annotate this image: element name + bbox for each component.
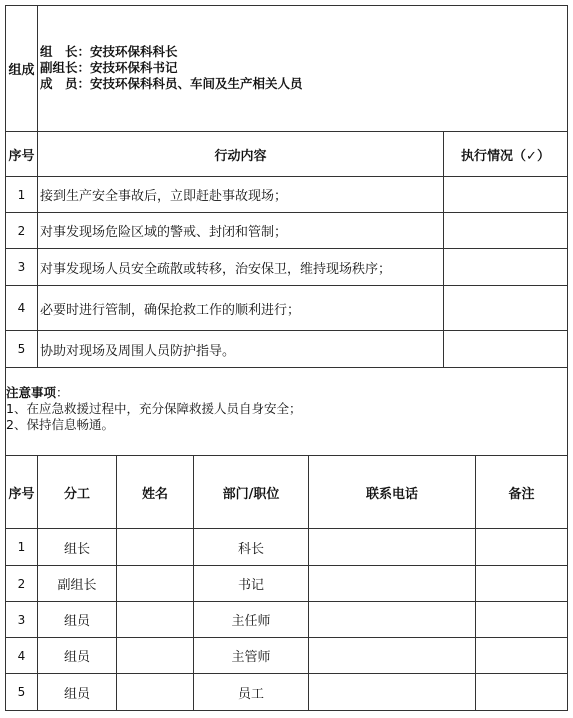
roster-no-text: 3 — [17, 612, 26, 627]
action-row-no — [5, 212, 38, 249]
roster-role-text: 副组长 — [57, 578, 97, 593]
roster-dept — [193, 565, 309, 602]
notes-title: 注意事项 — [6, 385, 57, 400]
actions-header-no — [5, 131, 38, 177]
action-no: 2 — [17, 223, 26, 238]
action-row-content — [37, 248, 444, 286]
action-no: 4 — [17, 301, 26, 315]
actions-header-status-text: 执行情况（✓） — [461, 148, 550, 164]
actions-header-content-text: 行动内容 — [214, 148, 267, 164]
org-colon: ： — [77, 60, 91, 75]
action-row-content — [37, 330, 444, 368]
roster-header-name — [116, 455, 194, 529]
action-row-status[interactable] — [443, 176, 568, 213]
roster-header-no-text: 序号 — [8, 486, 35, 502]
roster-name[interactable] — [116, 601, 194, 638]
actions-header-no-text: 序号 — [8, 148, 35, 164]
action-row-content — [37, 176, 444, 213]
roster-header-remark — [475, 455, 568, 529]
org-member-value: 安技环保科科员、车间及生产相关人员 — [90, 76, 303, 91]
action-content: 协助对现场及周围人员防护指导。 — [40, 343, 236, 359]
action-content: 对事发现场危险区域的警戒、封闭和管制； — [40, 225, 288, 240]
roster-role-text: 组长 — [63, 541, 90, 557]
roster-dept — [193, 528, 309, 566]
roster-remark[interactable] — [475, 673, 568, 711]
roster-header-remark-text: 备注 — [508, 486, 535, 502]
roster-dept-text: 科长 — [237, 541, 264, 557]
org-deputy-label: 副组长 — [40, 60, 78, 75]
roster-dept-text: 书记 — [237, 578, 264, 593]
notes-block — [6, 385, 301, 433]
action-row-status[interactable] — [443, 248, 568, 286]
org-colon: ： — [77, 76, 91, 91]
action-content: 必要时进行管制，确保抢救工作的顺利进行； — [40, 302, 301, 318]
roster-dept-text: 主管师 — [231, 650, 271, 665]
action-row-content — [37, 285, 444, 331]
roster-no — [5, 601, 38, 638]
action-content: 对事发现场人员安全疏散或转移，治安保卫，维持现场秩序； — [40, 261, 392, 277]
roster-role — [37, 528, 117, 566]
org-member-line — [40, 76, 303, 92]
roster-phone[interactable] — [308, 637, 476, 674]
roster-role-text: 组员 — [63, 614, 90, 629]
roster-role-text: 组员 — [63, 650, 90, 665]
roster-dept — [193, 637, 309, 674]
roster-dept — [193, 673, 309, 711]
roster-no — [5, 528, 38, 566]
roster-phone[interactable] — [308, 673, 476, 711]
org-members — [40, 44, 303, 92]
action-row-status[interactable] — [443, 285, 568, 331]
roster-role — [37, 601, 117, 638]
org-header-text: 组成 — [8, 63, 35, 78]
roster-no — [5, 673, 38, 711]
roster-phone[interactable] — [308, 601, 476, 638]
action-row-status[interactable] — [443, 330, 568, 368]
org-colon: ： — [77, 44, 91, 59]
notes-title-line — [6, 385, 301, 401]
roster-phone[interactable] — [308, 528, 476, 566]
roster-header-dept — [193, 455, 309, 529]
roster-remark[interactable] — [475, 601, 568, 638]
roster-no-text: 1 — [17, 540, 26, 554]
action-row-no — [5, 330, 38, 368]
action-no: 3 — [17, 260, 26, 274]
roster-remark[interactable] — [475, 565, 568, 602]
roster-role-text: 组员 — [63, 686, 90, 702]
roster-dept-text: 员工 — [237, 686, 264, 702]
actions-header-status — [443, 131, 568, 177]
roster-phone[interactable] — [308, 565, 476, 602]
action-content: 接到生产安全事故后，立即赶赴事故现场； — [40, 189, 288, 204]
roster-role — [37, 565, 117, 602]
roster-header-name-text: 姓名 — [141, 486, 168, 502]
notes-item: 2、保持信息畅通。 — [6, 417, 114, 432]
action-row-no — [5, 285, 38, 331]
org-deputy-line — [40, 60, 303, 76]
roster-dept-text: 主任师 — [231, 614, 271, 629]
roster-role — [37, 637, 117, 674]
roster-header-role-text: 分工 — [63, 486, 90, 502]
org-member-label: 成 员 — [40, 76, 78, 91]
roster-header-dept-text: 部门/职位 — [222, 486, 280, 502]
roster-no-text: 5 — [17, 685, 26, 699]
roster-header-phone — [308, 455, 476, 529]
action-no: 5 — [17, 342, 26, 356]
notes-colon: ： — [56, 385, 69, 400]
roster-dept — [193, 601, 309, 638]
action-row-no — [5, 248, 38, 286]
roster-name[interactable] — [116, 528, 194, 566]
org-leader-value: 安技环保科科长 — [90, 44, 178, 59]
action-row-no — [5, 176, 38, 213]
roster-no-text: 4 — [17, 648, 26, 663]
roster-role — [37, 673, 117, 711]
action-row-content — [37, 212, 444, 249]
roster-name[interactable] — [116, 673, 194, 711]
roster-header-no — [5, 455, 38, 529]
roster-remark[interactable] — [475, 528, 568, 566]
org-header — [5, 5, 38, 132]
roster-no-text: 2 — [17, 576, 26, 591]
roster-no — [5, 565, 38, 602]
roster-remark[interactable] — [475, 637, 568, 674]
roster-name[interactable] — [116, 637, 194, 674]
actions-header-content — [37, 131, 444, 177]
roster-name[interactable] — [116, 565, 194, 602]
roster-header-phone-text: 联系电话 — [365, 486, 418, 502]
org-leader-line — [40, 44, 303, 60]
org-leader-label: 组 长 — [40, 44, 78, 59]
notes-item: 1、在应急救援过程中，充分保障救援人员自身安全； — [6, 401, 302, 416]
action-no: 1 — [17, 187, 26, 202]
action-row-status[interactable] — [443, 212, 568, 249]
org-deputy-value: 安技环保科书记 — [90, 60, 178, 75]
roster-no — [5, 637, 38, 674]
roster-header-role — [37, 455, 117, 529]
